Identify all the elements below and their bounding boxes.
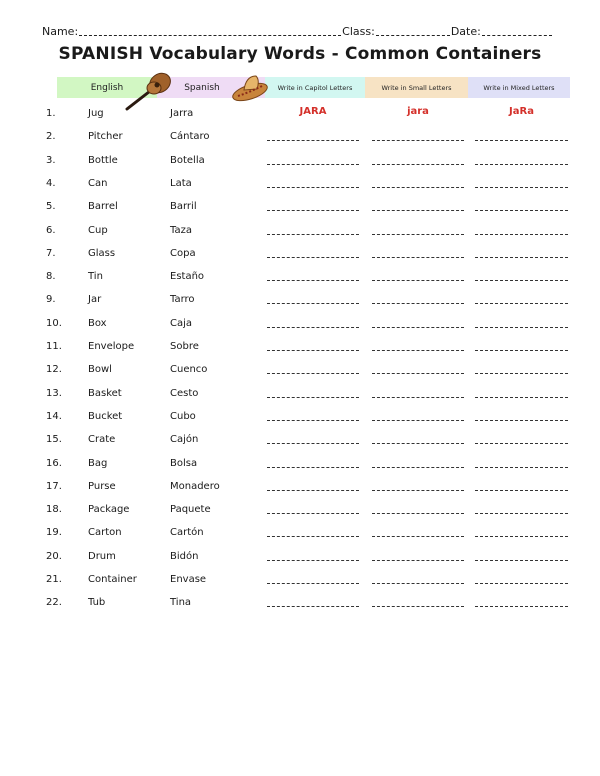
table-row [0,434,600,452]
row-number: 2. [46,131,56,143]
spanish-word: Bidón [170,550,199,562]
column-header-small: Write in Small Letters [365,77,468,98]
english-word: Envelope [88,341,135,352]
answer-blank-small[interactable] [372,583,464,584]
spanish-word: Lata [170,177,192,189]
answer-blank-capital[interactable] [267,397,359,398]
english-word: Package [88,504,130,516]
answer-blank-small[interactable] [372,187,464,188]
english-word: Cup [88,224,108,236]
answer-blank-capital[interactable] [267,257,359,258]
spanish-word: Cuenco [170,364,208,376]
row-number: 19. [46,527,62,539]
english-word: Container [88,574,137,585]
answer-blank-capital[interactable] [267,420,359,421]
spanish-word: Cartón [170,527,204,539]
student-info-line [42,22,570,38]
table-row [0,364,600,382]
sombrero-icon [230,70,270,104]
row-number: 13. [46,387,62,399]
answer-blank-capital[interactable] [267,303,359,304]
answer-blank-capital[interactable] [267,467,359,468]
answer-blank-mixed[interactable] [475,606,568,607]
english-word: Glass [88,247,116,259]
spanish-word: Cajón [170,434,199,446]
table-row [0,131,600,149]
answer-blank-small[interactable] [372,560,464,561]
answer-blank-small[interactable] [372,210,464,211]
spanish-word: Copa [170,247,196,259]
answer-blank-mixed[interactable] [475,257,568,258]
spanish-word: Tarro [170,294,195,306]
row-number: 11. [46,341,62,352]
class-label: Class: [342,25,375,38]
table-row [0,248,600,266]
answer-blank-mixed[interactable] [475,303,568,304]
english-word: Bowl [88,364,112,376]
name-label: Name: [42,25,79,38]
answer-blank-small[interactable] [372,164,464,165]
answer-blank-mixed[interactable] [475,327,568,328]
answer-blank-capital[interactable] [267,187,359,188]
row-number: 15. [46,434,62,446]
english-word: Pitcher [88,131,123,143]
answer-blank-capital[interactable] [267,210,359,211]
english-word: Bottle [88,154,118,166]
answer-blank-small[interactable] [372,303,464,304]
table-row [0,597,600,615]
answer-blank-capital[interactable] [267,140,359,141]
row-number: 22. [46,597,62,609]
table-row [0,411,600,429]
table-row [0,155,600,173]
answer-blank-capital[interactable] [267,513,359,514]
column-header-spanish: Spanish [157,77,265,98]
table-row [0,294,600,312]
answer-blank-small[interactable] [372,606,464,607]
answer-blank-capital[interactable] [267,606,359,607]
row-number: 6. [46,224,56,236]
answer-blank-capital[interactable] [267,280,359,281]
answer-blank-small[interactable] [372,536,464,537]
table-row [0,504,600,522]
answer-blank-mixed[interactable] [475,467,568,468]
answer-blank-capital[interactable] [267,373,359,374]
answer-blank-capital[interactable] [267,327,359,328]
table-row [0,574,600,592]
answer-blank-mixed[interactable] [475,210,568,211]
spanish-word: Cántaro [170,131,210,143]
spanish-word: Sobre [170,341,199,352]
row-number: 8. [46,271,56,283]
answer-blank-mixed[interactable] [475,536,568,537]
spanish-word: Barril [170,201,197,213]
class-field[interactable] [376,34,450,36]
answer-blank-small[interactable] [372,513,464,514]
answer-blank-small[interactable] [372,327,464,328]
row-number: 4. [46,177,56,189]
english-word: Drum [88,550,116,562]
column-header-capital: Write in Capitol Letters [265,77,365,98]
answer-blank-capital[interactable] [267,490,359,491]
table-row [0,341,600,359]
spanish-word: Bolsa [170,457,198,469]
guitar-icon [124,70,174,112]
english-word: Box [88,317,107,329]
spanish-word: Estaño [170,271,205,283]
answer-blank-mixed[interactable] [475,443,568,444]
example-mixed: JaRa [509,106,534,117]
spanish-word: Paquete [170,504,211,516]
table-row [0,481,600,499]
spanish-word: Tina [170,597,192,609]
answer-blank-small[interactable] [372,443,464,444]
english-word: Barrel [88,201,118,213]
table-row [0,225,600,243]
example-capital: JARA [299,106,327,117]
table-row [0,201,600,219]
answer-blank-mixed[interactable] [475,350,568,351]
answer-blank-capital[interactable] [267,350,359,351]
answer-blank-capital[interactable] [267,164,359,165]
answer-blank-small[interactable] [372,420,464,421]
answer-blank-mixed[interactable] [475,513,568,514]
answer-blank-mixed[interactable] [475,583,568,584]
answer-blank-mixed[interactable] [475,490,568,491]
answer-blank-mixed[interactable] [475,234,568,235]
column-header-english: English [57,77,157,98]
row-number: 16. [46,457,62,469]
row-number: 10. [46,317,62,329]
answer-blank-mixed[interactable] [475,280,568,281]
answer-blank-mixed[interactable] [475,420,568,421]
row-number: 5. [46,201,56,213]
answer-blank-small[interactable] [372,467,464,468]
answer-blank-small[interactable] [372,280,464,281]
english-word: Jar [88,294,102,306]
english-word: Tub [88,597,106,609]
row-number: 12. [46,364,62,376]
example-small: jara [407,106,429,117]
row-number: 18. [46,504,62,516]
table-row [0,108,600,126]
spanish-word: Envase [170,574,207,585]
spanish-word: Monadero [170,480,220,492]
spanish-word: Caja [170,317,193,329]
english-word: Bag [88,457,108,469]
answer-blank-small[interactable] [372,373,464,374]
date-label: Date: [450,25,481,38]
english-word: Tin [88,271,103,283]
table-row [0,527,600,545]
name-field[interactable] [79,34,341,36]
english-word: Crate [88,434,116,446]
answer-blank-capital[interactable] [267,443,359,444]
row-number: 21. [46,574,62,585]
row-number: 17. [46,480,62,492]
row-number: 14. [46,410,62,422]
english-word: Purse [88,480,116,492]
answer-blank-small[interactable] [372,234,464,235]
answer-blank-capital[interactable] [267,583,359,584]
answer-blank-mixed[interactable] [475,187,568,188]
spanish-word: Taza [170,224,192,236]
table-row [0,178,600,196]
answer-blank-capital[interactable] [267,234,359,235]
table-row [0,551,600,569]
table-row [0,458,600,476]
row-number: 3. [46,154,56,166]
column-header-mixed: Write in Mixed Letters [468,77,570,98]
answer-blank-capital[interactable] [267,560,359,561]
answer-blank-small[interactable] [372,350,464,351]
answer-blank-small[interactable] [372,257,464,258]
page-title: SPANISH Vocabulary Words - Common Containers [58,44,542,64]
answer-blank-mixed[interactable] [475,164,568,165]
row-number: 7. [46,247,56,259]
answer-blank-small[interactable] [372,397,464,398]
answer-blank-small[interactable] [372,140,464,141]
spanish-word: Jarra [170,108,194,119]
table-row [0,388,600,406]
table-row [0,318,600,336]
row-number: 1. [46,108,56,119]
row-number: 20. [46,550,62,562]
english-word: Carton [88,527,122,539]
spanish-word: Cesto [170,387,199,399]
english-word: Jug [88,108,104,119]
english-word: Bucket [88,410,123,422]
answer-blank-mixed[interactable] [475,560,568,561]
answer-blank-capital[interactable] [267,536,359,537]
date-field[interactable] [482,34,552,36]
answer-blank-mixed[interactable] [475,140,568,141]
answer-blank-mixed[interactable] [475,373,568,374]
row-number: 9. [46,294,56,306]
english-word: Basket [88,387,122,399]
spanish-word: Botella [170,154,205,166]
answer-blank-mixed[interactable] [475,397,568,398]
spanish-word: Cubo [170,410,196,422]
table-row [0,271,600,289]
answer-blank-small[interactable] [372,490,464,491]
english-word: Can [88,177,108,189]
